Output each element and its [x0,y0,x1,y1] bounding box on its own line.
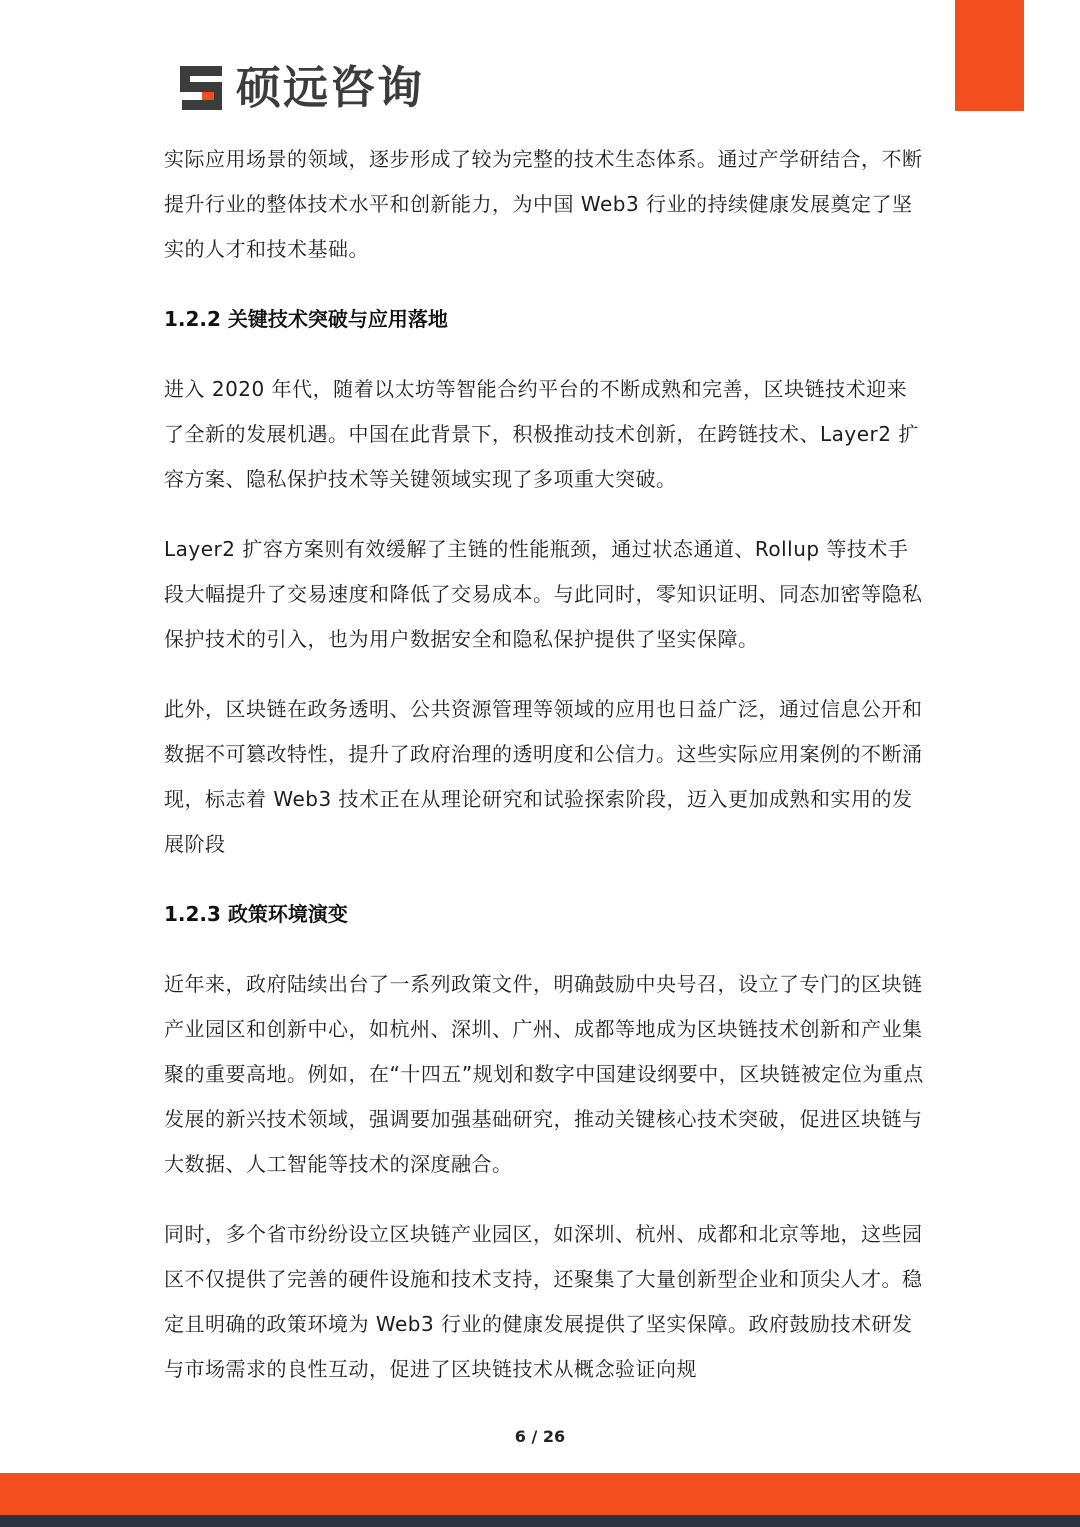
brand-s-logo-icon [176,62,228,114]
paragraph-policy: 近年来，政府陆续出台了一系列政策文件，明确鼓励中央号召，设立了专门的区块链产业园区和创新中心，如杭州、深圳、广州、成都等地成为区块链技术创新和产业集聚的重要高地。例如，在“十四五”规划和数字中国建设纲要中，区块链被定位为重点发展的新兴技术领域，强调要加强基础研究，推动关键核心技术突破，促进区块链与大数据、人工智能等技术的深度融合。 [164,972,924,1176]
footer-accent-bar [0,1473,1080,1515]
section-heading-1-2-2: 1.2.2 关键技术突破与应用落地 [164,307,448,331]
paragraph-industrial-parks: 同时，多个省市纷纷设立区块链产业园区，如深圳、杭州、成都和北京等地，这些园区不仅提供了完善的硬件设施和技术支持，还聚集了大量创新型企业和顶尖人才。稳定且明确的政策环境为 Web3 行业的健康发展提供了坚实保障。政府鼓励技术研发与市场需求的良性互动，促进了区块链技术从概念验证向规 [164,1222,923,1381]
page-header [176,60,424,116]
paragraph-2020s: 进入 2020 年代，随着以太坊等智能合约平台的不断成熟和完善，区块链技术迎来了全新的发展机遇。中国在此背景下，积极推动技术创新，在跨链技术、Layer2 扩容方案、隐私保护技术等关键领域实现了多项重大突破。 [164,377,919,491]
corner-accent-block [955,0,1024,111]
page-number: 6 / 26 [514,1427,566,1446]
document-body [164,137,924,1392]
brand-name: 硕远咨询 [236,61,425,114]
footer-dark-strip [0,1515,1080,1527]
paragraph-government-apps: 此外，区块链在政务透明、公共资源管理等领域的应用也日益广泛，通过信息公开和数据不可篡改特性，提升了政府治理的透明度和公信力。这些实际应用案例的不断涌现，标志着 Web3 技术正在从理论研究和试验探索阶段，迈入更加成熟和实用的发展阶段 [164,697,923,856]
section-heading-1-2-3: 1.2.3 政策环境演变 [164,902,348,926]
paragraph-layer2: Layer2 扩容方案则有效缓解了主链的性能瓶颈，通过状态通道、Rollup 等技术手段大幅提升了交易速度和降低了交易成本。与此同时，零知识证明、同态加密等隐私保护技术的引入，也为用户数据安全和隐私保护提供了坚实保障。 [164,537,923,651]
paragraph-intro: 实际应用场景的领域，逐步形成了较为完整的技术生态体系。通过产学研结合，不断提升行业的整体技术水平和创新能力，为中国 Web3 行业的持续健康发展奠定了坚实的人才和技术基础。 [164,147,923,261]
